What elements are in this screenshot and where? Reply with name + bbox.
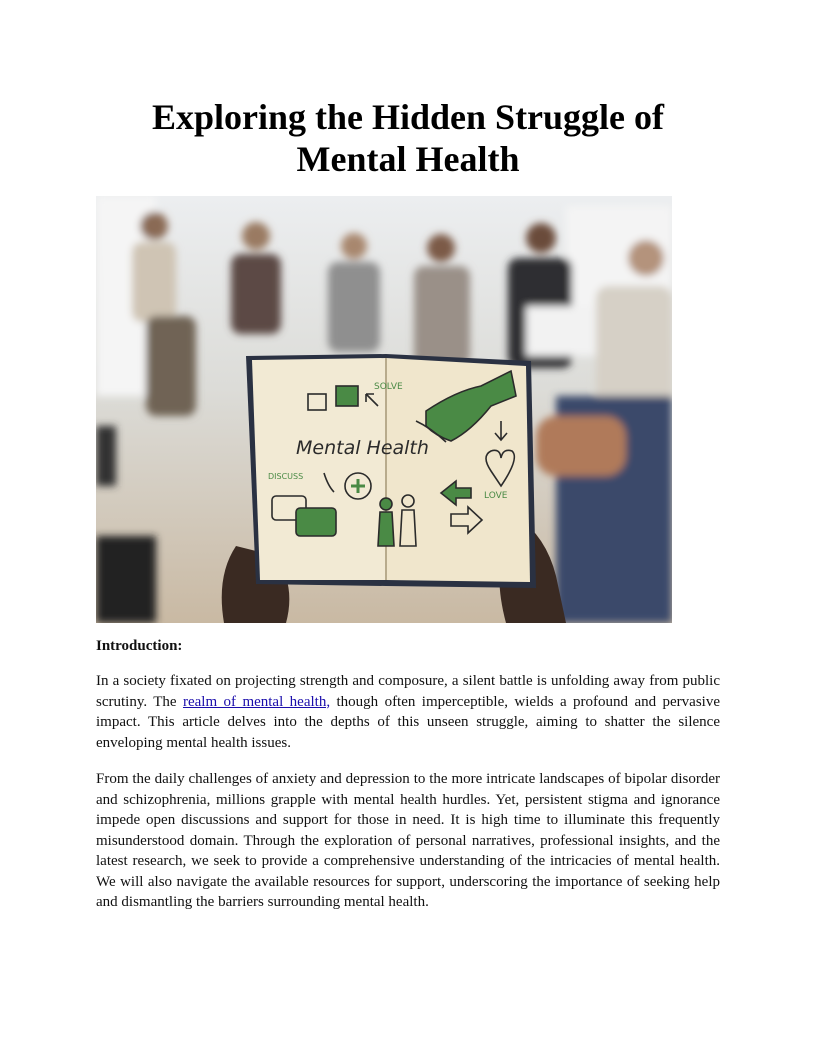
body-paragraph: From the daily challenges of anxiety and depression to the more intricate landscapes of bipolar disorder and schizophrenia, millions grapple with mental health hurdles. Yet, persistent stigma and ignorance impede open discussions and support for those in need. It is high time to illuminate this frequently misunderstood domain. Through the exploration of personal narratives, professional insights, and the latest research, we seek to provide a comprehensive understanding of the intricacies of mental health. We will also navigate the available resources for support, underscoring the importance of seeking help and dismantling the barriers surrounding mental health.	[96, 771, 720, 910]
hero-illustration	[96, 196, 672, 623]
paragraph-text: In a society fixated on projecting strength and composure, a silent battle is unfolding away from public scrutiny. The	[96, 673, 720, 710]
puzzle-icon	[336, 386, 358, 406]
speech-bubble-icon	[296, 508, 336, 536]
label-love: LOVE	[484, 491, 508, 501]
intro-heading: Introduction:	[96, 638, 183, 654]
intro-paragraph	[96, 671, 720, 753]
hero-image	[96, 196, 672, 623]
label-discuss: DISCUSS	[268, 472, 304, 481]
paragraph-text: though often imperceptible, wields a profound and pervasive impact. This article delves into the depths of this unseen struggle, aiming to shatter the silence enveloping mental health issues.	[96, 693, 720, 751]
book-title: Mental Health	[296, 437, 429, 459]
mental-health-link[interactable]: realm of mental health,	[182, 693, 331, 710]
label-solve: SOLVE	[374, 382, 403, 392]
article-title: Exploring the Hidden Struggle of Mental Health	[151, 97, 665, 179]
